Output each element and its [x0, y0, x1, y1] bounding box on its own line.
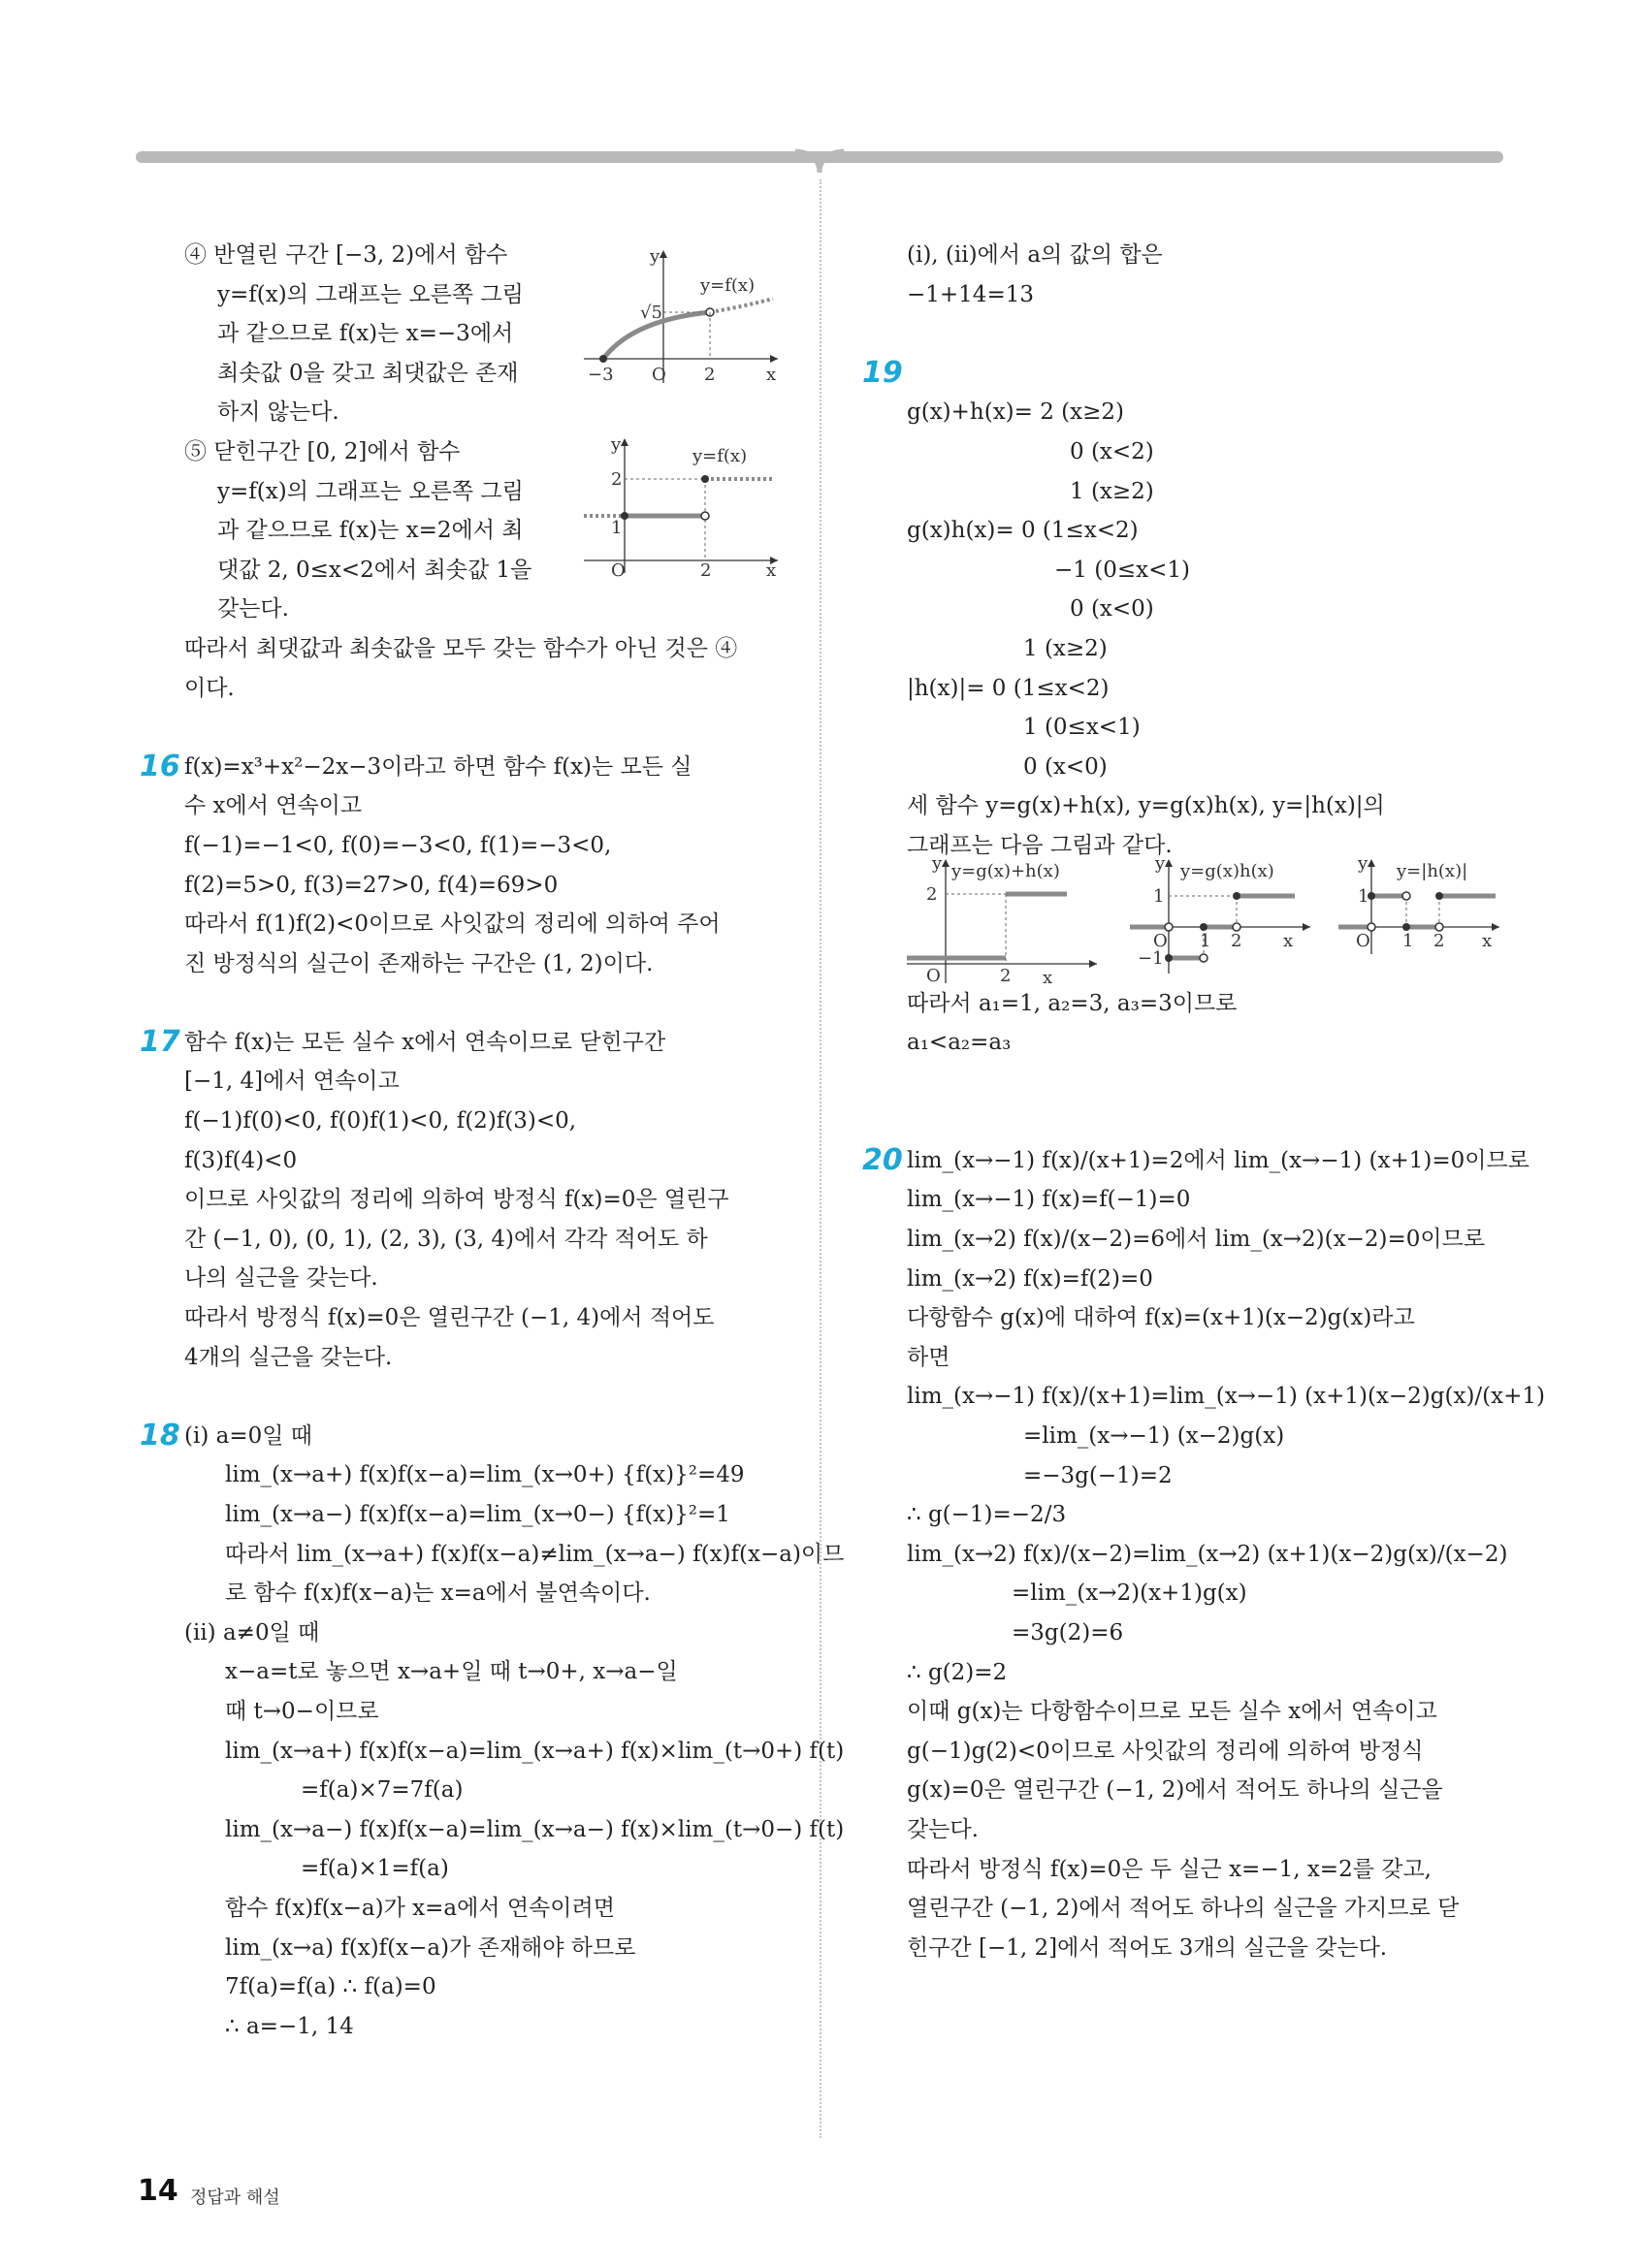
- axis-label-y: y: [650, 246, 660, 267]
- text-line: 세 함수 y=g(x)+h(x), y=g(x)h(x), y=|h(x)|의: [907, 793, 1385, 819]
- origin-label: O: [1153, 931, 1168, 951]
- text-line: 1 (x≥2): [1023, 635, 1108, 661]
- tick-label: 2: [1433, 931, 1445, 951]
- text-line: 따라서 방정식 f(x)=0은 열린구간 (−1, 4)에서 적어도: [184, 1305, 715, 1331]
- text-line: 다항함수 g(x)에 대하여 f(x)=(x+1)(x−2)g(x)라고: [907, 1305, 1415, 1331]
- page-number: 14: [138, 2174, 178, 2208]
- text-line: 7f(a)=f(a) ∴ f(a)=0: [225, 1974, 436, 2000]
- text-line: lim_(x→−1) f(x)/(x+1)=2에서 lim_(x→−1) (x+1)=0이므로: [907, 1147, 1529, 1173]
- origin-label: O: [652, 365, 666, 385]
- text-line: lim_(x→a−) f(x)f(x−a)=lim_(x→0−) {f(x)}²=1: [225, 1502, 730, 1527]
- tick-label: 1: [611, 518, 623, 538]
- text-line: 진 방정식의 실근이 존재하는 구간은 (1, 2)이다.: [184, 950, 654, 976]
- text-line: [−1, 4]에서 연속이고: [184, 1069, 400, 1095]
- text-line: lim_(x→a+) f(x)f(x−a)=lim_(x→0+) {f(x)}²=49: [225, 1462, 745, 1488]
- graph-title: y=g(x)h(x): [1180, 861, 1274, 881]
- problem-number: 19: [862, 355, 903, 390]
- text-line: ∴ a=−1, 14: [225, 2013, 354, 2039]
- axis-label-x: x: [766, 560, 777, 578]
- text-line: −1 (0≤x<1): [1054, 557, 1190, 583]
- text-line: ∴ g(2)=2: [907, 1659, 1008, 1685]
- tick-label: 2: [1231, 931, 1242, 951]
- axis-label-x: x: [1283, 931, 1294, 951]
- tick-label: −3: [588, 365, 614, 385]
- tick-label: 2: [926, 884, 938, 905]
- text-line: 이다.: [184, 675, 235, 701]
- text-line: 간 (−1, 0), (0, 1), (2, 3), (3, 4)에서 각각 적어도 하: [184, 1226, 708, 1252]
- text-line: ⑤ 닫힌구간 [0, 2]에서 함수: [184, 438, 461, 464]
- text-line: =lim_(x→−1) (x−2)g(x): [1023, 1423, 1285, 1450]
- graph-figure-4: [574, 242, 780, 388]
- text-line: 최솟값 0을 갖고 최댓값은 존재: [217, 360, 519, 386]
- text-line: 수 x에서 연속이고: [184, 793, 363, 819]
- tick-label: 1: [1200, 931, 1211, 951]
- text-line: 하지 않는다.: [217, 399, 339, 426]
- tick-label: 1: [1153, 886, 1165, 907]
- text-line: 로 함수 f(x)f(x−a)는 x=a에서 불연속이다.: [225, 1581, 651, 1607]
- axis-label-x: x: [1043, 968, 1053, 988]
- text-line: lim_(x→a+) f(x)f(x−a)=lim_(x→a+) f(x)×lim_(t→0+) f(t): [225, 1738, 845, 1764]
- problem-number: 20: [862, 1142, 903, 1177]
- graph-abs-h: [1338, 857, 1503, 988]
- problem-17: [140, 1023, 786, 1063]
- text-line: =−3g(−1)=2: [1023, 1462, 1173, 1488]
- origin-label: O: [611, 560, 626, 578]
- graph-g-plus-h: [907, 857, 1101, 988]
- problem-19: [862, 354, 1508, 394]
- text-line: 힌구간 [−1, 2]에서 적어도 3개의 실근을 갖는다.: [907, 1934, 1388, 1961]
- text-line: lim_(x→a) f(x)f(x−a)가 존재해야 하므로: [225, 1934, 636, 1961]
- problem-number: 17: [140, 1024, 180, 1059]
- text-line: 함수 f(x)f(x−a)가 x=a에서 연속이려면: [225, 1895, 615, 1921]
- text-line: lim_(x→2) f(x)/(x−2)=lim_(x→2) (x+1)(x−2)g(x)/(x−2): [907, 1541, 1508, 1567]
- text-line: 이므로 사잇값의 정리에 의하여 방정식 f(x)=0은 열린구: [184, 1187, 729, 1213]
- text-line: 그래프는 다음 그림과 같다.: [907, 832, 1173, 858]
- text-line: lim_(x→2) f(x)/(x−2)=6에서 lim_(x→2)(x−2)=0이므로: [907, 1227, 1486, 1253]
- text-line: f(2)=5>0, f(3)=27>0, f(4)=69>0: [184, 872, 559, 898]
- text-line: lim_(x→−1) f(x)/(x+1)=lim_(x→−1) (x+1)(x−2)g(x)/(x+1): [907, 1384, 1545, 1410]
- text-line: 0 (x<0): [1023, 753, 1108, 780]
- right-column: [862, 236, 1545, 1967]
- text-line: 열린구간 (−1, 2)에서 적어도 하나의 실근을 가지므로 닫: [907, 1896, 1460, 1922]
- graph-g-times-h: [1130, 857, 1314, 988]
- problem-18: [140, 1417, 786, 1456]
- graph-title: y=g(x)+h(x): [951, 861, 1060, 881]
- text-line: g(x)+h(x)= 2 (x≥2): [907, 399, 1124, 426]
- top-bar-notch: [795, 145, 844, 175]
- text-line: =f(a)×7=7f(a): [301, 1777, 464, 1804]
- text-line: 함수 f(x)는 모든 실수 x에서 연속이므로 닫힌구간: [184, 1029, 666, 1055]
- text-line: 따라서 a₁=1, a₂=3, a₃=3이므로: [907, 990, 1238, 1016]
- text-line: (ⅱ) a≠0일 때: [184, 1619, 320, 1645]
- text-line: 따라서 f(1)f(2)<0이므로 사잇값의 정리에 의하여 주어: [184, 911, 721, 938]
- text-line: 4개의 실근을 갖는다.: [184, 1344, 393, 1370]
- text-line: 갖는다.: [217, 596, 289, 623]
- text-line: (ⅰ) a=0일 때: [184, 1422, 312, 1449]
- problem-number: 16: [140, 749, 180, 783]
- text-line: 따라서 lim_(x→a+) f(x)f(x−a)≠lim_(x→a−) f(x)f(x−a)이므: [225, 1541, 845, 1567]
- text-line: 0 (x<0): [1070, 596, 1154, 623]
- text-line: −1+14=13: [907, 281, 1034, 307]
- axis-label-y: y: [932, 857, 943, 874]
- tick-label: √5: [640, 303, 662, 323]
- graph-title: y=|h(x)|: [1397, 861, 1468, 881]
- text-line: |h(x)|= 0 (1≤x<2): [907, 675, 1110, 701]
- tick-label: 2: [1000, 966, 1012, 986]
- text-line: 갖는다.: [907, 1816, 979, 1842]
- text-line: lim_(x→−1) f(x)=f(−1)=0: [907, 1187, 1191, 1213]
- tick-label: 2: [700, 560, 712, 578]
- text-line: 때 t→0−이므로: [225, 1698, 379, 1724]
- text-line: =lim_(x→2)(x+1)g(x): [1012, 1581, 1247, 1607]
- footer-label: 정답과 해설: [190, 2188, 280, 2208]
- curve-label: y=f(x): [692, 446, 748, 466]
- tick-label: 1: [1402, 931, 1414, 951]
- text-line: y=f(x)의 그래프는 오른쪽 그림: [217, 281, 524, 307]
- text-line: 1 (0≤x<1): [1023, 715, 1141, 741]
- tick-label: 2: [704, 365, 716, 385]
- text-line: 이때 g(x)는 다항함수이므로 모든 실수 x에서 연속이고: [907, 1699, 1437, 1725]
- problem-16: [140, 748, 786, 787]
- axis-label-x: x: [1482, 931, 1493, 951]
- text-line: 따라서 방정식 f(x)=0은 두 실근 x=−1, x=2를 갖고,: [907, 1856, 1432, 1882]
- curve-label: y=f(x): [700, 275, 756, 296]
- origin-label: O: [926, 966, 941, 986]
- text-line: lim_(x→a−) f(x)f(x−a)=lim_(x→a−) f(x)×lim_(t→0−) f(t): [225, 1816, 845, 1842]
- text-line: ∴ g(−1)=−2/3: [907, 1502, 1067, 1528]
- text-line: f(−1)=−1<0, f(0)=−3<0, f(1)=−3<0,: [184, 832, 612, 858]
- graph-figure-5: [574, 432, 780, 578]
- text-line: f(x)=x³+x²−2x−3이라고 하면 함수 f(x)는 모든 실: [184, 753, 692, 780]
- text-line: lim_(x→2) f(x)=f(2)=0: [907, 1265, 1153, 1292]
- tick-label: 1: [1358, 886, 1369, 907]
- text-line: g(−1)g(2)<0이므로 사잇값의 정리에 의하여 방정식: [907, 1738, 1424, 1764]
- text-line: 나의 실근을 갖는다.: [184, 1265, 378, 1292]
- text-line: 댓값 2, 0≤x<2에서 최솟값 1을: [217, 557, 532, 583]
- axis-label-x: x: [766, 365, 777, 385]
- text-line: 과 같으므로 f(x)는 x=−3에서: [217, 321, 514, 347]
- text-line: 1 (x≥2): [1070, 478, 1154, 504]
- origin-label: O: [1356, 931, 1370, 951]
- problem-number: 18: [140, 1418, 180, 1453]
- text-line: (ⅰ), (ⅱ)에서 a의 값의 합은: [907, 242, 1163, 268]
- text-line: f(−1)f(0)<0, f(0)f(1)<0, f(2)f(3)<0,: [184, 1108, 577, 1134]
- text-line: a₁<a₂=a₃: [907, 1030, 1012, 1056]
- text-line: 하면: [907, 1344, 950, 1370]
- text-line: y=f(x)의 그래프는 오른쪽 그림: [217, 478, 524, 504]
- text-line: 따라서 최댓값과 최솟값을 모두 갖는 함수가 아닌 것은 ④: [184, 635, 738, 661]
- axis-label-y: y: [611, 434, 622, 455]
- text-line: x−a=t로 놓으면 x→a+일 때 t→0+, x→a−일: [225, 1659, 678, 1685]
- tick-label: 2: [611, 469, 623, 490]
- axis-label-y: y: [1155, 857, 1166, 874]
- text-line: ④ 반열린 구간 [−3, 2)에서 함수: [184, 242, 508, 268]
- tick-label: −1: [1138, 948, 1164, 969]
- text-line: 0 (x<2): [1070, 438, 1154, 464]
- text-line: =f(a)×1=f(a): [301, 1856, 449, 1882]
- text-line: g(x)h(x)= 0 (1≤x<2): [907, 518, 1139, 544]
- text-line: 과 같으므로 f(x)는 x=2에서 최: [217, 518, 524, 544]
- problem-20: [862, 1141, 1529, 1181]
- axis-label-y: y: [1358, 857, 1368, 874]
- text-line: g(x)=0은 열린구간 (−1, 2)에서 적어도 하나의 실근을: [907, 1777, 1443, 1804]
- text-line: f(3)f(4)<0: [184, 1147, 298, 1173]
- text-line: =3g(2)=6: [1012, 1620, 1124, 1645]
